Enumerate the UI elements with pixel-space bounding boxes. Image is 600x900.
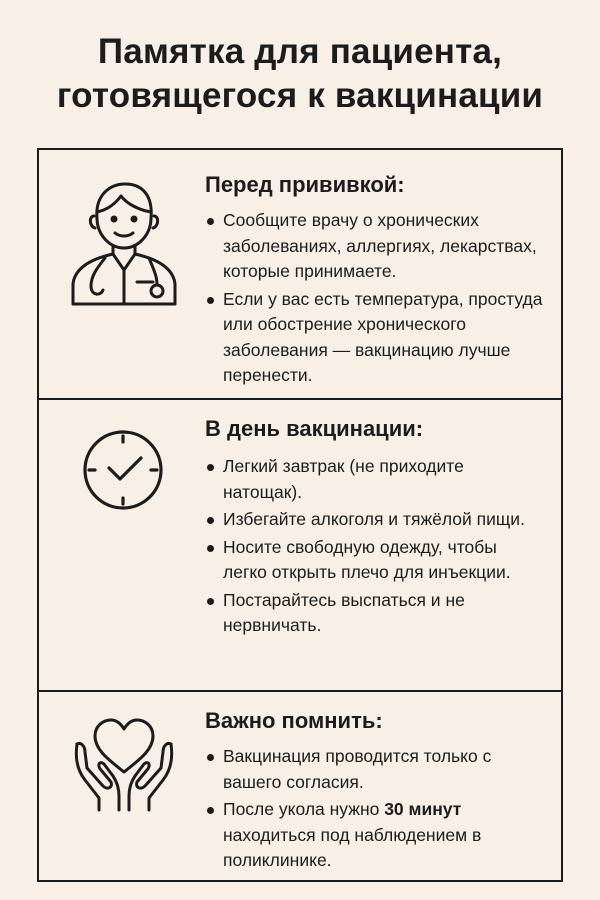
bullet-text-start: После укола нужно [223, 799, 385, 819]
list-item: Вакцинация проводится только с вашего согласия. [205, 744, 545, 795]
page-title [0, 30, 600, 118]
section-heading: В день вакцинации: [205, 416, 424, 441]
doctor-icon [67, 178, 179, 306]
section-before-vaccination [39, 150, 561, 400]
bullet-text-end: находиться под наблюдением в поликлинике. [223, 824, 482, 870]
section-important [39, 692, 561, 880]
emphasis-duration: 30 минут [384, 799, 462, 819]
bullet-list [205, 454, 545, 641]
list-item: Если у вас есть температура, простуда или обострение хронического заболевания — вакцинацию лучше перенести. [205, 287, 545, 389]
list-item: Постарайтесь выспаться и не нервничать. [205, 588, 545, 639]
list-item [205, 797, 545, 874]
hands-heart-icon [69, 714, 179, 814]
clock-icon [81, 428, 165, 512]
title-line-2: готовящегося к вакцинации [56, 76, 544, 115]
title-line-1: Памятка для пациента, [97, 32, 503, 71]
section-heading: Перед прививкой: [205, 172, 405, 197]
bullet-list [205, 744, 545, 876]
list-item: Сообщите врачу о хронических заболеваниях, аллергиях, лекарствах, которые принимаете. [205, 208, 545, 285]
list-item: Легкий завтрак (не приходите натощак). [205, 454, 545, 505]
section-vaccination-day [39, 400, 561, 692]
memo-card [37, 148, 563, 882]
section-heading: Важно помнить: [205, 708, 383, 733]
list-item: Носите свободную одежду, чтобы легко открыть плечо для инъекции. [205, 535, 545, 586]
list-item: Избегайте алкоголя и тяжёлой пищи. [205, 507, 545, 533]
bullet-list [205, 208, 545, 391]
